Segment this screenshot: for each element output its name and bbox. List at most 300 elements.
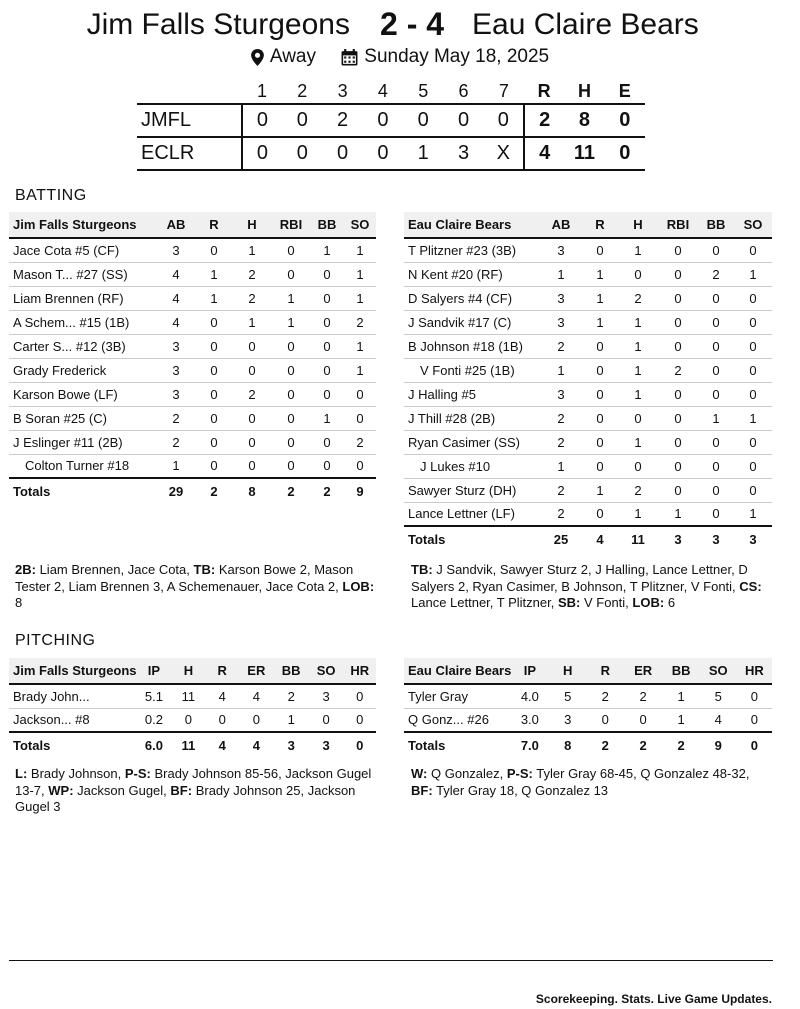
player-name: Tyler Gray <box>404 684 511 708</box>
column-header: IP <box>137 658 172 684</box>
pitching-team-header: Eau Claire Bears <box>404 658 511 684</box>
player-stat: 0 <box>287 458 295 474</box>
note-text: Jackson Gugel, <box>77 782 167 798</box>
player-stat: 0 <box>658 310 698 334</box>
final-score: 2 - 4 <box>380 6 445 42</box>
player-stat: 0 <box>272 406 310 430</box>
batting-table-away <box>9 212 376 503</box>
player-stat: 1 <box>677 712 685 728</box>
player-name: Colton Turner #18 <box>25 458 130 474</box>
total-stat: 3 <box>658 526 698 551</box>
player-stat: 1 <box>232 238 272 262</box>
inning-score: 0 <box>242 104 282 137</box>
inning-header: 1 <box>256 81 267 101</box>
player-row <box>9 454 376 478</box>
note-label: SB: <box>557 595 581 610</box>
totals-row <box>404 732 772 757</box>
player-stat: 1 <box>344 286 376 310</box>
batting-table-home <box>404 212 772 551</box>
player-stat: 0 <box>658 382 698 406</box>
inning-score: 2 <box>322 104 362 137</box>
player-stat: 0 <box>618 262 658 286</box>
player-stat: 0 <box>658 286 698 310</box>
player-stat: 3 <box>156 358 196 382</box>
inning-score: 1 <box>403 137 443 170</box>
player-stat: 0 <box>734 382 772 406</box>
total-stat: 3 <box>309 732 344 757</box>
player-stat: 4 <box>714 712 722 728</box>
player-name: B Soran #25 (C) <box>9 406 156 430</box>
player-row <box>404 502 772 526</box>
totals-label: Totals <box>9 478 156 503</box>
player-stat: 0 <box>310 358 344 382</box>
player-stat: 0 <box>698 454 734 478</box>
player-stat: 1 <box>540 262 582 286</box>
footer-tagline: Scorekeeping. Stats. Live Game Updates. <box>535 992 772 1006</box>
player-stat: 1 <box>344 238 376 262</box>
player-row <box>9 334 376 358</box>
total-hits: 8 <box>564 104 604 137</box>
note-label: P-S: <box>506 766 533 781</box>
batting-team-header: Eau Claire Bears <box>404 212 540 238</box>
note-label: W: <box>411 766 428 781</box>
pitching-team-header: Jim Falls Sturgeons <box>9 658 137 684</box>
total-stat: 11 <box>171 732 205 757</box>
column-header: RBI <box>658 212 698 238</box>
inning-score: X <box>484 137 524 170</box>
player-stat: 3 <box>156 382 196 406</box>
player-name: Jace Cota #5 (CF) <box>9 238 156 262</box>
player-stat: 4.0 <box>511 684 548 708</box>
player-stat: 0 <box>582 358 618 382</box>
player-stat: 0 <box>232 406 272 430</box>
inning-score: 0 <box>322 137 362 170</box>
note-label: BF: <box>411 782 433 798</box>
player-stat: 0 <box>322 712 330 728</box>
batting-team-header: Jim Falls Sturgeons <box>9 212 156 238</box>
note-label: BF: <box>170 782 193 798</box>
linescore-team-header <box>137 80 242 104</box>
player-stat: 0 <box>356 712 364 728</box>
player-name: T Plitzner #23 (3B) <box>404 238 540 262</box>
player-row <box>404 684 772 708</box>
note-text: 8 <box>15 595 23 610</box>
note-text: Brady Johnson, <box>30 766 122 781</box>
linescore-team: ECLR <box>137 137 242 170</box>
footer-divider <box>9 960 773 961</box>
runs-header: R <box>537 81 551 101</box>
player-stat: 3 <box>540 310 582 334</box>
player-stat: 0 <box>310 382 344 406</box>
inning-header: 6 <box>458 81 469 101</box>
pitching-notes-home <box>411 766 773 799</box>
total-errors: 0 <box>605 104 645 137</box>
player-stat: 0 <box>196 382 232 406</box>
date-label: Sunday May 18, 2025 <box>364 46 550 67</box>
player-stat: 4 <box>156 286 196 310</box>
player-stat: 0 <box>310 334 344 358</box>
note-text: Brady Johnson 25, Jackson Gugel 3 <box>15 782 356 814</box>
totals-label: Totals <box>9 732 137 757</box>
column-header: R <box>196 212 232 238</box>
total-runs: 2 <box>524 104 564 137</box>
pitching-section-title: PITCHING <box>15 632 96 649</box>
column-header: R <box>587 658 624 684</box>
player-row <box>9 382 376 406</box>
player-stat: 0 <box>252 712 260 728</box>
player-name: Sawyer Sturz (DH) <box>404 478 540 502</box>
player-stat: 2 <box>344 310 376 334</box>
player-stat: 1 <box>663 684 700 708</box>
game-header <box>0 4 800 44</box>
player-row <box>9 286 376 310</box>
total-stat: 8 <box>232 478 272 503</box>
player-stat: 0 <box>310 310 344 334</box>
player-stat: 2 <box>232 262 272 286</box>
totals-label: Totals <box>404 526 540 551</box>
player-stat: 1 <box>618 358 658 382</box>
note-label: 2B: <box>15 562 36 577</box>
player-stat: 1 <box>634 506 642 522</box>
inning-score: 3 <box>443 137 483 170</box>
player-stat: 0 <box>582 430 618 454</box>
column-header: BB <box>310 212 344 238</box>
note-label: LOB: <box>342 578 375 594</box>
player-stat: 0 <box>210 458 218 474</box>
player-stat: 0 <box>734 454 772 478</box>
player-stat: 0 <box>658 238 698 262</box>
inning-header: 3 <box>337 81 348 101</box>
errors-header: E <box>618 81 631 101</box>
player-stat: 1 <box>344 358 376 382</box>
player-stat: 1 <box>272 310 310 334</box>
player-stat: 0 <box>601 712 609 728</box>
total-stat: 2 <box>196 478 232 503</box>
player-stat: 3 <box>309 684 344 708</box>
player-stat: 3 <box>540 238 582 262</box>
player-stat: 0 <box>272 262 310 286</box>
player-row <box>9 430 376 454</box>
player-name: Karson Bowe (LF) <box>9 382 156 406</box>
player-stat: 2 <box>618 478 658 502</box>
player-stat: 0 <box>356 458 364 474</box>
column-header: R <box>582 212 618 238</box>
player-stat: 0 <box>698 334 734 358</box>
total-errors: 0 <box>605 137 645 170</box>
calendar-icon <box>341 49 358 66</box>
player-name: J Eslinger #11 (2B) <box>9 430 156 454</box>
player-stat: 3 <box>156 334 196 358</box>
note-text: Q Gonzalez, <box>431 766 504 781</box>
player-stat: 0 <box>734 334 772 358</box>
player-stat: 0 <box>734 358 772 382</box>
batting-notes-away <box>15 562 380 612</box>
linescore-row-home <box>137 137 645 170</box>
total-stat: 2 <box>624 732 663 757</box>
player-stat: 0 <box>750 712 758 728</box>
note-label: TB: <box>411 562 433 577</box>
player-stat: 0 <box>618 454 658 478</box>
total-stat: 4 <box>239 732 274 757</box>
player-name: Grady Frederick <box>9 358 156 382</box>
player-stat: 0 <box>272 334 310 358</box>
player-stat: 4 <box>205 684 238 708</box>
note-text: V Fonti, <box>583 595 629 610</box>
inning-score: 0 <box>242 137 282 170</box>
column-header: IP <box>511 658 548 684</box>
player-stat: 2 <box>658 358 698 382</box>
batting-notes-home <box>411 562 773 612</box>
player-row <box>9 262 376 286</box>
player-stat: 1 <box>310 238 344 262</box>
column-header: HR <box>344 658 376 684</box>
player-stat: 2 <box>274 684 309 708</box>
column-header: BB <box>698 212 734 238</box>
player-stat: 4 <box>156 310 196 334</box>
player-row <box>404 286 772 310</box>
player-stat: 0 <box>698 238 734 262</box>
player-stat: 2 <box>698 262 734 286</box>
player-stat: 0 <box>344 382 376 406</box>
player-stat: 2 <box>540 406 582 430</box>
player-stat: 1 <box>540 358 582 382</box>
note-label: LOB: <box>632 595 665 610</box>
player-name: B Johnson #18 (1B) <box>404 334 540 358</box>
player-name: Q Gonz... #26 <box>408 712 489 728</box>
player-stat: 0 <box>272 238 310 262</box>
player-stat: 2 <box>540 478 582 502</box>
player-stat: 3 <box>156 238 196 262</box>
player-stat: 2 <box>232 382 272 406</box>
player-stat: 1 <box>734 262 772 286</box>
inning-header: 7 <box>498 81 509 101</box>
player-stat: 0 <box>310 286 344 310</box>
player-stat: 0 <box>658 262 698 286</box>
total-stat: 9 <box>344 478 376 503</box>
total-stat: 3 <box>698 526 734 551</box>
player-stat: 0 <box>582 454 618 478</box>
batting-header-row <box>9 212 376 238</box>
total-runs: 4 <box>524 137 564 170</box>
game-date <box>341 46 549 68</box>
player-row <box>404 238 772 262</box>
player-row <box>9 684 376 708</box>
player-stat: 2 <box>618 286 658 310</box>
player-stat: 0 <box>698 382 734 406</box>
player-stat: 0 <box>272 430 310 454</box>
player-stat: 0 <box>618 406 658 430</box>
inning-score: 0 <box>363 137 403 170</box>
player-name: J Thill #28 (2B) <box>404 406 540 430</box>
player-row <box>9 310 376 334</box>
player-stat: 0 <box>698 430 734 454</box>
player-stat: 2 <box>232 286 272 310</box>
player-stat: 0 <box>582 382 618 406</box>
total-stat: 0 <box>737 732 772 757</box>
player-stat: 0 <box>658 430 698 454</box>
note-label: TB: <box>193 562 216 577</box>
player-stat: 0 <box>582 334 618 358</box>
player-stat: 0 <box>218 712 226 728</box>
player-stat: 0 <box>712 506 720 522</box>
column-header: SO <box>344 212 376 238</box>
player-stat: 0 <box>737 684 772 708</box>
note-text: Liam Brennen, Jace Cota, <box>39 562 190 577</box>
player-row <box>9 708 376 732</box>
column-header: AB <box>156 212 196 238</box>
total-hits: 11 <box>564 137 604 170</box>
player-stat: 1 <box>618 310 658 334</box>
player-stat: 1 <box>287 712 295 728</box>
player-stat: 0 <box>232 430 272 454</box>
player-stat: 0 <box>582 406 618 430</box>
player-stat: 0 <box>658 406 698 430</box>
linescore-table <box>137 80 645 171</box>
total-stat: 0 <box>344 732 376 757</box>
column-header: ER <box>239 658 274 684</box>
player-name: J Lukes #10 <box>404 454 540 478</box>
inning-score: 0 <box>443 104 483 137</box>
column-header: H <box>232 212 272 238</box>
note-text: 6 <box>667 595 676 610</box>
player-row <box>404 478 772 502</box>
player-stat: 1 <box>582 310 618 334</box>
pitching-table-home <box>404 658 772 757</box>
home-team-name: Eau Claire Bears <box>472 8 699 41</box>
game-location <box>251 46 316 68</box>
player-stat: 1 <box>196 286 232 310</box>
player-stat: 3.0 <box>520 712 539 728</box>
player-stat: 0 <box>658 454 698 478</box>
player-stat: 0 <box>734 430 772 454</box>
player-name: Ryan Casimer (SS) <box>404 430 540 454</box>
hits-header: H <box>577 81 591 101</box>
pitching-header-row <box>404 658 772 684</box>
player-stat: 1 <box>749 506 757 522</box>
player-row <box>404 358 772 382</box>
player-stat: 2 <box>540 334 582 358</box>
column-header: H <box>618 212 658 238</box>
column-header: ER <box>624 658 663 684</box>
player-stat: 1 <box>232 310 272 334</box>
location-label: Away <box>269 46 316 67</box>
player-name: Liam Brennen (RF) <box>9 286 156 310</box>
player-stat: 3 <box>540 286 582 310</box>
player-stat: 4 <box>156 262 196 286</box>
player-row <box>404 382 772 406</box>
player-stat: 1 <box>618 382 658 406</box>
linescore-team: JMFL <box>137 104 242 137</box>
player-stat: 0 <box>272 358 310 382</box>
player-name: N Kent #20 (RF) <box>404 262 540 286</box>
total-stat: 4 <box>582 526 618 551</box>
player-stat: 5 <box>548 684 587 708</box>
player-row <box>404 334 772 358</box>
player-stat: 1 <box>196 262 232 286</box>
player-stat: 0 <box>232 334 272 358</box>
note-label: P-S: <box>124 766 151 781</box>
player-stat: 0 <box>232 358 272 382</box>
total-stat: 2 <box>587 732 624 757</box>
total-stat: 25 <box>540 526 582 551</box>
player-name: Mason T... #27 (SS) <box>9 262 156 286</box>
player-row <box>404 430 772 454</box>
note-text: Brady Johnson 85-56, Jackson Gugel 13-7, <box>15 766 372 798</box>
note-label: WP: <box>48 782 74 798</box>
inning-score: 0 <box>282 137 322 170</box>
totals-label: Totals <box>404 732 511 757</box>
player-stat: 0 <box>698 358 734 382</box>
player-stat: 1 <box>618 334 658 358</box>
player-row <box>404 454 772 478</box>
player-stat: 2 <box>624 684 663 708</box>
player-stat: 1 <box>310 406 344 430</box>
player-stat: 2 <box>156 430 196 454</box>
player-stat: 1 <box>540 454 582 478</box>
inning-header: 2 <box>297 81 308 101</box>
inning-score: 0 <box>403 104 443 137</box>
total-stat: 6.0 <box>137 732 172 757</box>
inning-score: 0 <box>363 104 403 137</box>
player-row <box>9 358 376 382</box>
player-row <box>9 238 376 262</box>
column-header: SO <box>309 658 344 684</box>
player-stat: 0 <box>248 458 256 474</box>
player-stat: 0 <box>196 238 232 262</box>
total-stat: 9 <box>700 732 737 757</box>
player-stat: 0 <box>596 506 604 522</box>
player-stat: 0 <box>734 238 772 262</box>
note-text: Tyler Gray 68-45, Q Gonzalez 48-32, <box>536 766 750 781</box>
player-stat: 1 <box>698 406 734 430</box>
player-stat: 0 <box>344 406 376 430</box>
inning-score: 0 <box>282 104 322 137</box>
column-header: AB <box>540 212 582 238</box>
totals-row <box>404 526 772 551</box>
column-header: SO <box>700 658 737 684</box>
player-stat: 1 <box>582 286 618 310</box>
player-name: D Salyers #4 (CF) <box>404 286 540 310</box>
linescore-row-away <box>137 104 645 137</box>
player-stat: 0 <box>196 406 232 430</box>
player-row <box>404 310 772 334</box>
player-stat: 0 <box>196 334 232 358</box>
player-row <box>9 406 376 430</box>
player-stat: 0 <box>639 712 647 728</box>
player-name: J Halling #5 <box>404 382 540 406</box>
player-stat: 0 <box>196 310 232 334</box>
player-stat: 0 <box>658 478 698 502</box>
player-stat: 2 <box>344 430 376 454</box>
inning-header: 4 <box>377 81 388 101</box>
note-text: Tyler Gray 18, Q Gonzalez 13 <box>436 782 609 798</box>
player-stat: 4 <box>239 684 274 708</box>
column-header: BB <box>663 658 700 684</box>
player-stat: 1 <box>734 406 772 430</box>
player-row <box>404 262 772 286</box>
note-label: CS: <box>739 578 762 594</box>
linescore-header <box>137 80 645 104</box>
column-header: BB <box>274 658 309 684</box>
player-stat: 11 <box>171 684 205 708</box>
total-stat: 29 <box>156 478 196 503</box>
player-stat: 1 <box>344 262 376 286</box>
note-text: Karson Bowe 2, Mason Tester 2, Liam Brennen 3, A Schemenauer, Jace Cota 2, <box>15 562 354 594</box>
player-stat: 1 <box>618 430 658 454</box>
player-stat: 0.2 <box>144 712 163 728</box>
total-stat: 2 <box>272 478 310 503</box>
player-stat: 2 <box>557 506 565 522</box>
